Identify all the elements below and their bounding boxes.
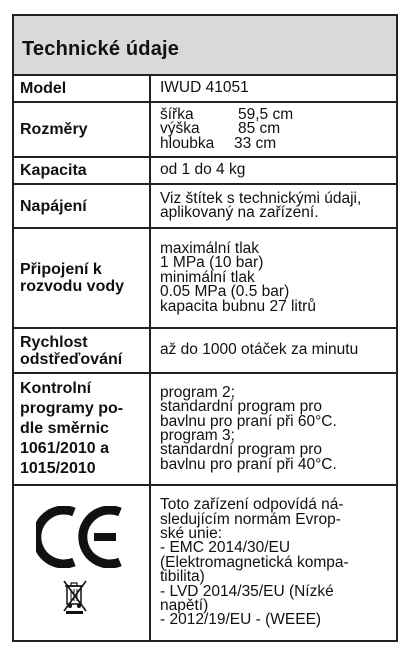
- value-model: IWUD 41051: [160, 79, 249, 97]
- value-program-line: standardní program pro: [160, 441, 322, 459]
- value-water-line: minimální tlak: [160, 268, 255, 286]
- label-water-connection: Připojení k rozvodu vody: [14, 229, 151, 327]
- row-capacity: [14, 158, 396, 185]
- label-model: Model: [14, 76, 151, 101]
- ce-mark-icon: [36, 506, 124, 568]
- conformity-line: sledujícím normám Evrop-: [160, 510, 341, 528]
- row-dimensions: [14, 103, 396, 158]
- label-capacity: Kapacita: [14, 158, 151, 183]
- row-conformity: [14, 486, 396, 640]
- table-title: Technické údaje: [22, 38, 180, 60]
- dimension-height: výška 85 cm: [160, 120, 281, 138]
- value-water-line: 1 MPa (10 bar): [160, 254, 264, 272]
- value-spin-speed: až do 1000 otáček za minutu: [160, 341, 359, 359]
- row-water-connection: [14, 229, 396, 329]
- conformity-line: - LVD 2014/35/EU (Nízké: [160, 582, 334, 600]
- dimension-width: šířka 59,5 cm: [160, 105, 294, 123]
- label-spin-speed: Rychlost odstřeďování: [14, 329, 151, 372]
- value-program-line: program 3;: [160, 427, 235, 444]
- weee-crossed-bin-icon: [62, 580, 88, 614]
- value-power-line: Viz štítek s technickými údaji,: [160, 189, 362, 207]
- dimension-depth: hloubka 33 cm: [160, 134, 277, 152]
- value-water-line: kapacita bubnu 27 litrů: [160, 297, 316, 315]
- value-capacity: od 1 do 4 kg: [160, 161, 246, 179]
- label-power: Napájení: [14, 185, 151, 227]
- value-program-line: program 2;: [160, 383, 235, 401]
- table-header: [14, 16, 396, 76]
- conformity-line: - 2012/19/EU - (WEEE): [160, 611, 322, 629]
- spec-table: [12, 14, 398, 642]
- value-power-line: aplikovaný na zařízení.: [160, 204, 319, 221]
- conformity-line: - EMC 2014/30/EU: [160, 539, 291, 557]
- conformity-line: (Elektromagnetická kompa-: [160, 553, 349, 571]
- value-water-line: 0.05 MPa (0.5 bar): [160, 283, 290, 301]
- conformity-line: tibilita): [160, 568, 205, 586]
- row-control-programs: [14, 374, 396, 486]
- conformity-marks: [14, 486, 151, 640]
- conformity-line: ské unie:: [160, 524, 223, 542]
- row-model: [14, 76, 396, 103]
- row-power: [14, 185, 396, 229]
- conformity-line: Toto zařízení odpovídá ná-: [160, 496, 344, 514]
- row-spin-speed: [14, 329, 396, 374]
- value-program-line: standardní program pro: [160, 398, 322, 416]
- value-water-line: maximální tlak: [160, 239, 260, 257]
- label-control-programs: Kontrolní programy po- dle směrnic 1061/2010 a 1015/2010: [14, 374, 151, 484]
- value-program-line: bavlnu pro praní při 60°C.: [160, 412, 337, 430]
- conformity-line: napětí): [160, 597, 209, 615]
- label-dimensions: Rozměry: [14, 103, 151, 156]
- value-program-line: bavlnu pro praní při 40°C.: [160, 455, 337, 473]
